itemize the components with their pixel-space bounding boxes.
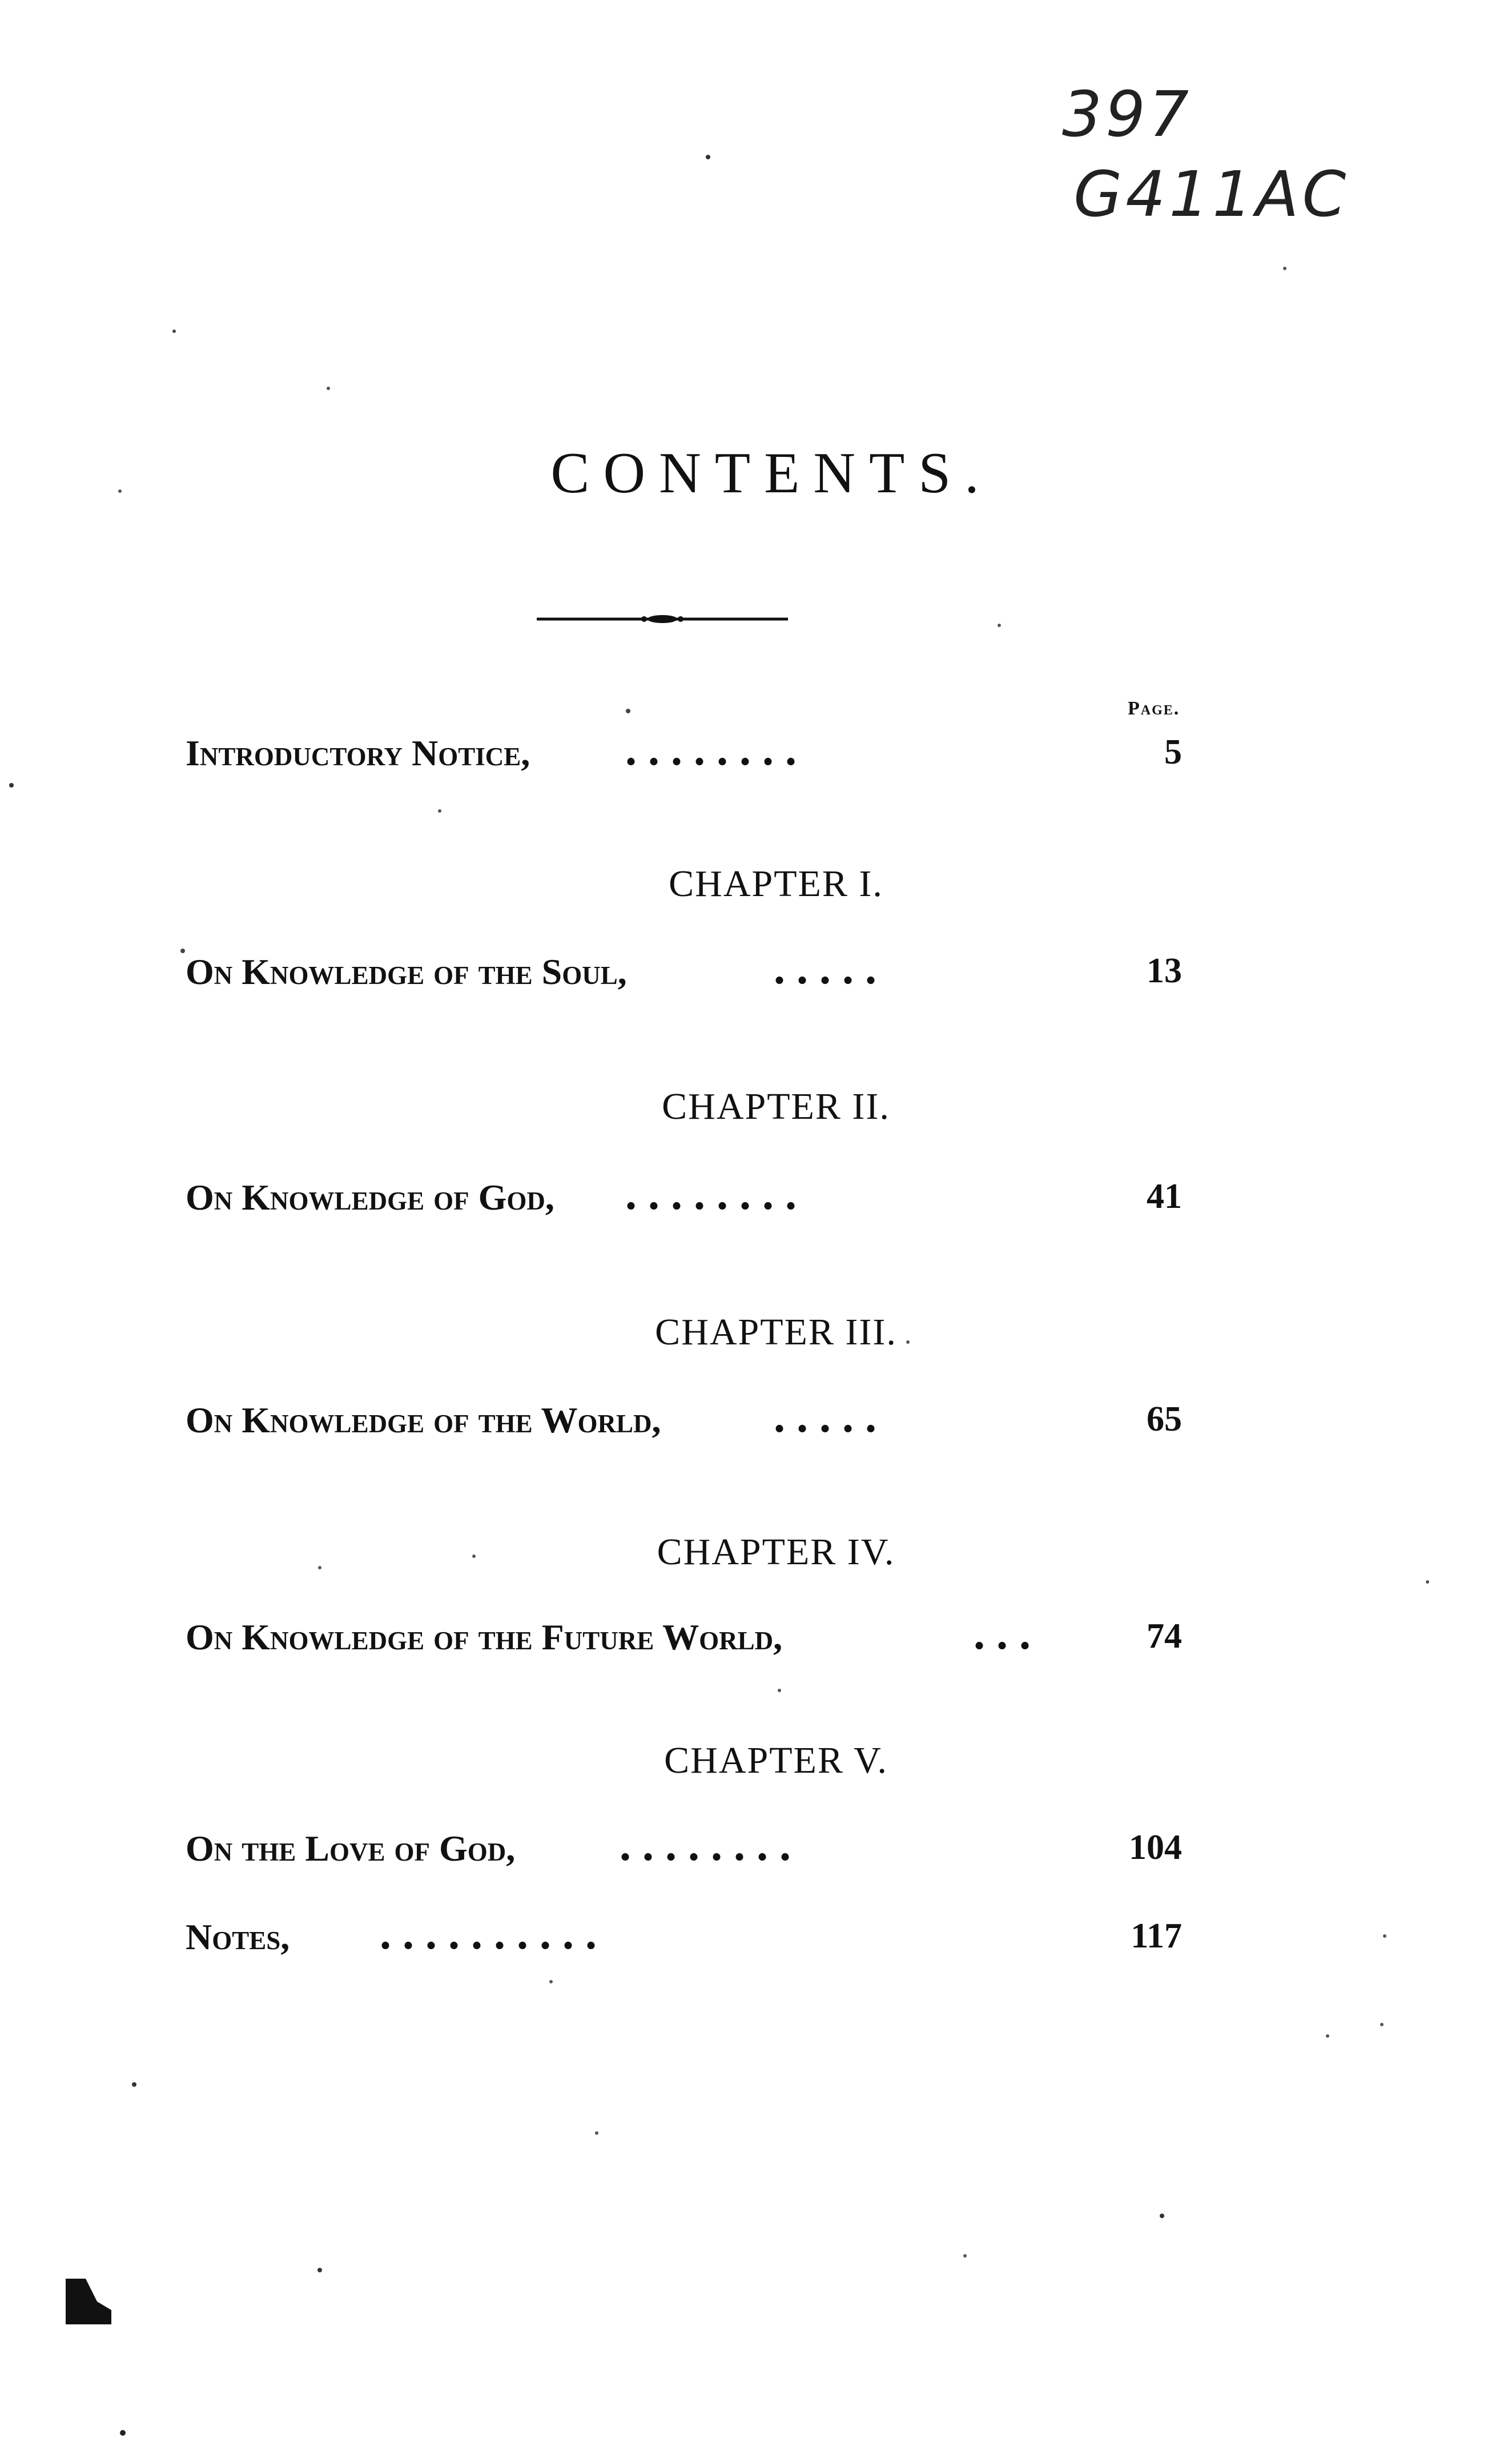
dot-leader: . . . . . . . .: [625, 725, 797, 775]
toc-entry-page: 74: [1147, 1617, 1182, 1656]
toc-entry-knowledge-of-world: [186, 1392, 1182, 1451]
chapter-heading-2: CHAPTER II.: [662, 1086, 890, 1127]
toc-entry-label: Notes,: [186, 1917, 290, 1957]
toc-entry-page: 117: [1131, 1917, 1182, 1955]
dot-leader: . . .: [974, 1609, 1031, 1659]
toc-entry-knowledge-of-future-world: [186, 1609, 1182, 1668]
dot-leader: . . . . . . . . . .: [380, 1909, 597, 1959]
toc-entry-love-of-god: [186, 1820, 1182, 1879]
chapter-heading-3: CHAPTER III.: [655, 1311, 897, 1353]
handwritten-call-number: G411AC: [1073, 158, 1350, 231]
toc-entry-label: On Knowledge of God,: [186, 1177, 554, 1218]
dot-leader: . . . . .: [774, 943, 876, 994]
chapter-heading-5: CHAPTER V.: [664, 1740, 888, 1781]
toc-entry-page: 5: [1164, 733, 1182, 772]
toc-entry-label: On the Love of God,: [186, 1828, 516, 1869]
toc-entry-knowledge-of-soul: [186, 943, 1182, 1002]
toc-entry-label: On Knowledge of the Future World,: [186, 1617, 783, 1657]
toc-entry-page: 104: [1129, 1828, 1182, 1867]
dot-leader: . . . . . . . .: [625, 1169, 797, 1219]
page-column-heading: Page.: [1128, 698, 1180, 719]
dot-leader: . . . . . . . .: [620, 1820, 791, 1870]
toc-entry-knowledge-of-god: [186, 1169, 1182, 1228]
page-title: CONTENTS.: [550, 441, 993, 505]
toc-entry-introductory-notice: [186, 725, 1182, 784]
chapter-heading-4: CHAPTER IV.: [657, 1531, 895, 1573]
toc-entry-label: Introductory Notice,: [186, 733, 530, 773]
toc-entry-label: On Knowledge of the World,: [186, 1400, 661, 1440]
toc-entry-page: 41: [1147, 1177, 1182, 1216]
toc-entry-label: On Knowledge of the Soul,: [186, 951, 627, 992]
dot-leader: . . . . .: [774, 1392, 876, 1442]
ornamental-rule: [537, 612, 788, 626]
toc-entry-page: 65: [1147, 1400, 1182, 1439]
handwritten-shelf-number: 397: [1062, 78, 1192, 151]
toc-entry-page: 13: [1147, 951, 1182, 990]
chapter-heading-1: CHAPTER I.: [669, 863, 883, 905]
toc-entry-notes: [186, 1909, 1182, 1967]
